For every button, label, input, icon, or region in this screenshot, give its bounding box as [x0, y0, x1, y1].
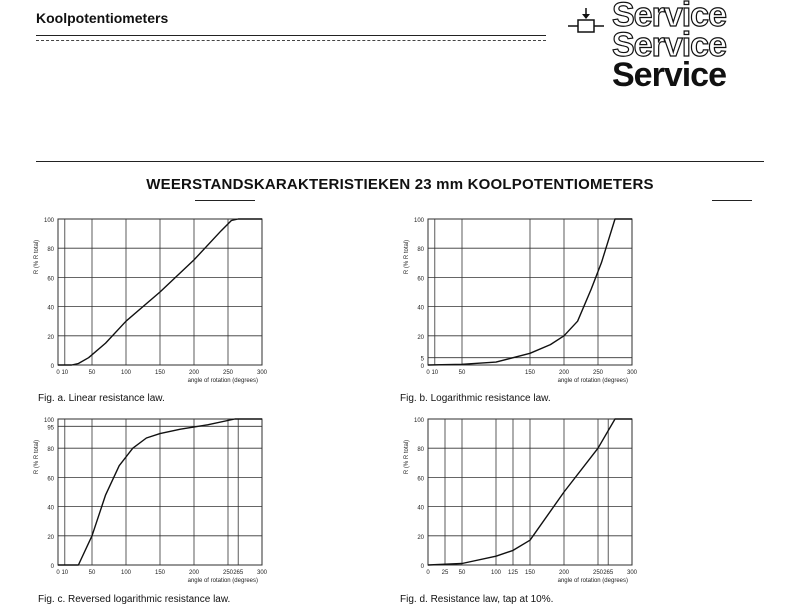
y-tick-label: 20 [417, 334, 424, 341]
x-tick-label: 100 [120, 570, 132, 576]
service-logo [612, 0, 762, 94]
y-tick-label: 0 [420, 564, 424, 570]
header-rule [36, 35, 546, 36]
y-axis-label: R (% R total) [34, 239, 40, 275]
x-tick-label: 10 [431, 370, 439, 376]
y-axis-label: R (% R total) [404, 239, 410, 275]
x-tick-label: 250 [222, 370, 234, 376]
y-tick-label: 5 [420, 356, 424, 363]
y-tick-label: 80 [47, 247, 54, 254]
y-tick-label: 95 [47, 425, 54, 432]
y-tick-label: 60 [417, 476, 424, 483]
y-axis-label: R (% R total) [34, 439, 40, 475]
y-tick-label: 20 [47, 334, 54, 341]
x-axis-label: angle of rotation (degrees) [557, 578, 628, 584]
y-tick-label: 20 [47, 534, 54, 541]
x-tick-label: 10 [61, 370, 69, 376]
x-tick-label: 10 [61, 570, 69, 576]
y-tick-label: 80 [417, 247, 424, 254]
x-tick-label: 150 [154, 570, 166, 576]
y-tick-label: 0 [50, 564, 54, 570]
x-tick-label: 300 [626, 570, 638, 576]
x-tick-label: 50 [88, 570, 96, 576]
chart-fig-d [370, 405, 770, 590]
y-tick-label: 60 [47, 276, 54, 283]
logo-line-3: Service [612, 56, 726, 94]
x-tick-label: 100 [490, 570, 502, 576]
x-tick-label: 300 [256, 370, 268, 376]
y-tick-label: 60 [417, 276, 424, 283]
x-tick-label: 250 [592, 370, 604, 376]
chart-fig-a [0, 205, 400, 390]
y-tick-label: 80 [47, 447, 54, 454]
y-tick-label: 100 [43, 218, 54, 224]
y-tick-label: 60 [47, 476, 54, 483]
y-tick-label: 100 [413, 418, 424, 424]
x-tick-label: 250 [592, 570, 604, 576]
section-rule [36, 161, 764, 162]
x-tick-label: 200 [188, 570, 200, 576]
x-axis-label: angle of rotation (degrees) [187, 578, 258, 584]
y-tick-label: 0 [420, 364, 424, 370]
x-tick-label: 150 [524, 370, 536, 376]
title-underline-right [712, 200, 752, 201]
x-tick-label: 150 [154, 370, 166, 376]
x-tick-label: 200 [188, 370, 200, 376]
title-underline-left [195, 200, 255, 201]
y-tick-label: 100 [43, 418, 54, 424]
x-tick-label: 0 [56, 570, 60, 576]
document-title: Koolpotentiometers [36, 10, 169, 26]
x-tick-label: 0 [426, 370, 430, 376]
logo-line-2: Service [612, 26, 726, 64]
caption-fig-b: Fig. b. Logarithmic resistance law. [400, 393, 551, 404]
caption-fig-d: Fig. d. Resistance law, tap at 10%. [400, 594, 554, 605]
x-tick-label: 50 [458, 370, 466, 376]
y-tick-label: 40 [417, 305, 424, 312]
x-tick-label: 200 [558, 370, 570, 376]
x-tick-label: 250 [222, 570, 234, 576]
x-tick-label: 265 [603, 570, 614, 576]
chart-fig-b [370, 205, 770, 390]
y-tick-label: 40 [417, 505, 424, 512]
header-rule-dashed [36, 40, 546, 41]
x-tick-label: 50 [88, 370, 96, 376]
logo-line-1: Service [612, 0, 726, 34]
x-tick-label: 50 [458, 570, 466, 576]
caption-fig-a: Fig. a. Linear resistance law. [38, 393, 165, 404]
caption-fig-c: Fig. c. Reversed logarithmic resistance law. [38, 594, 231, 605]
x-tick-label: 300 [256, 570, 268, 576]
x-tick-label: 25 [441, 570, 449, 576]
potentiometer-symbol-icon [566, 6, 606, 36]
x-tick-label: 0 [426, 570, 430, 576]
x-tick-label: 200 [558, 570, 570, 576]
x-axis-label: angle of rotation (degrees) [187, 378, 258, 384]
x-tick-label: 125 [507, 570, 519, 576]
x-axis-label: angle of rotation (degrees) [557, 378, 628, 384]
x-tick-label: 265 [233, 570, 244, 576]
x-tick-label: 300 [626, 370, 638, 376]
x-tick-label: 100 [120, 370, 132, 376]
y-axis-label: R (% R total) [404, 439, 410, 475]
chart-fig-c [0, 405, 400, 590]
x-tick-label: 0 [56, 370, 60, 376]
x-tick-label: 150 [524, 570, 536, 576]
y-tick-label: 20 [417, 534, 424, 541]
page-title: WEERSTANDSKARAKTERISTIEKEN 23 mm KOOLPOTENTIOMETERS [146, 176, 654, 193]
y-tick-label: 100 [413, 218, 424, 224]
y-tick-label: 40 [47, 305, 54, 312]
y-tick-label: 0 [50, 364, 54, 370]
y-tick-label: 80 [417, 447, 424, 454]
y-tick-label: 40 [47, 505, 54, 512]
